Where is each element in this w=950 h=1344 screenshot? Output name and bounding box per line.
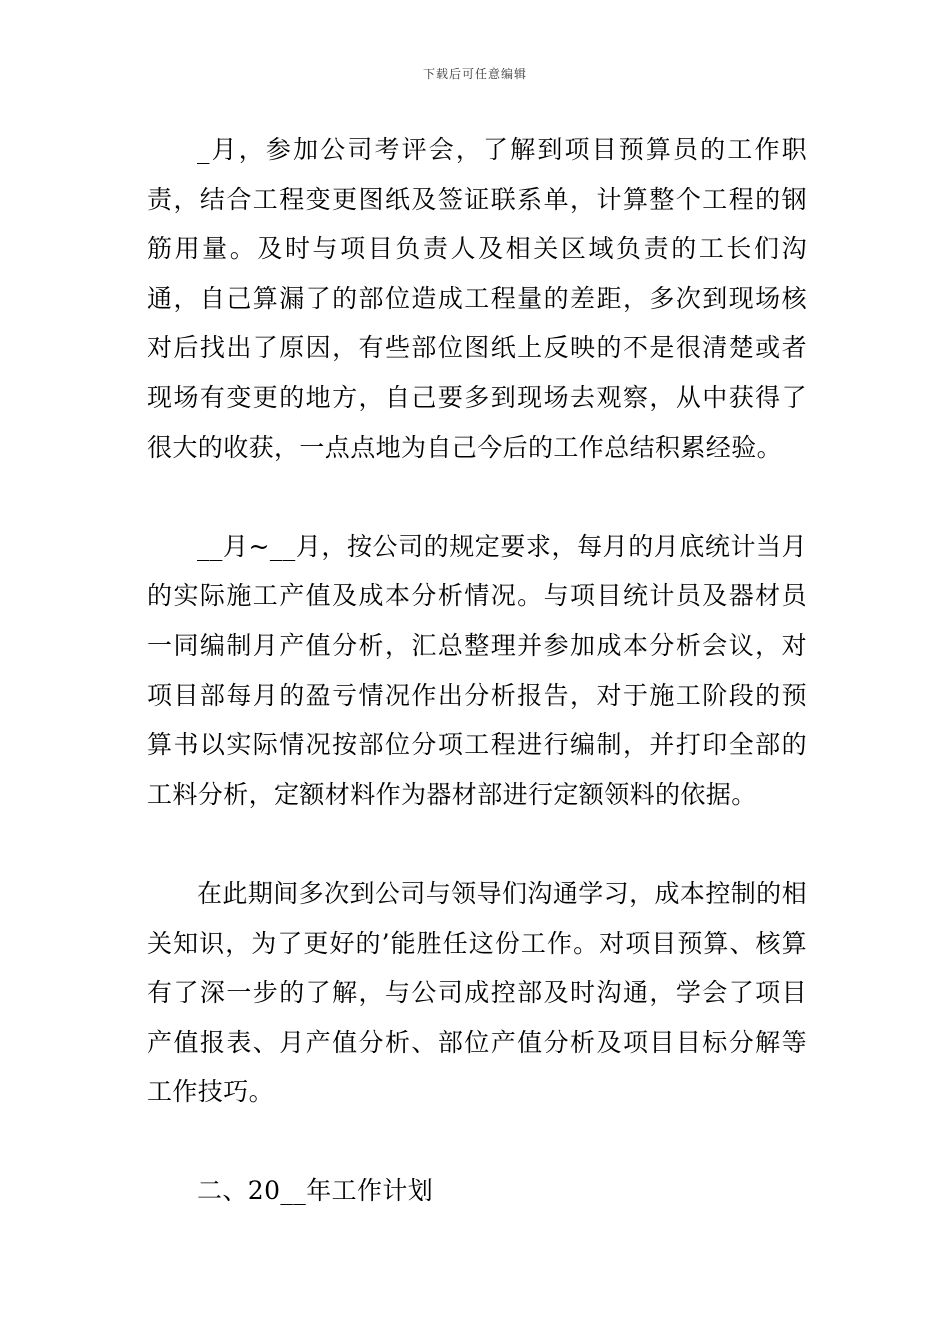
paragraph-1: _月，参加公司考评会，了解到项目预算员的工作职责，结合工程变更图纸及签证联系单，计算整个工程的钢筋用量。及时与项目负责人及相关区域负责的工长们沟通，自己算漏了的部位造成工程量的差距，多次到现场核对后找出了原因，有些部位图纸上反映的不是很清楚或者现场有变更的地方，自己要多到现场去观察，从中获得了很大的收获，一点点地为自己今后的工作总结积累经验。: [147, 135, 807, 462]
page-header-note: 下载后可任意编辑: [422, 67, 527, 81]
paragraph-spacer: [147, 1117, 807, 1167]
paragraph-spacer: [147, 472, 807, 522]
document-body: [147, 125, 807, 1216]
section-heading: 二、20__年工作计划: [197, 1176, 434, 1206]
paragraph-3: 在此期间多次到公司与领导们沟通学习，成本控制的相关知识，为了更好的’能胜任这份工作。对项目预算、核算有了深一步的了解，与公司成控部及时沟通，学会了项目产值报表、月产值分析、部位产值分析及项目目标分解等工作技巧。: [147, 878, 807, 1107]
paragraph-spacer: [147, 819, 807, 869]
paragraph-2: __月~__月，按公司的规定要求，每月的月底统计当月的实际施工产值及成本分析情况。与项目统计员及器材员一同编制月产值分析，汇总整理并参加成本分析会议，对项目部每月的盈亏情况作出分析报告，对于施工阶段的预算书以实际情况按部位分项工程进行编制，并打印全部的工料分析，定额材料作为器材部进行定额领料的依据。: [147, 531, 807, 809]
